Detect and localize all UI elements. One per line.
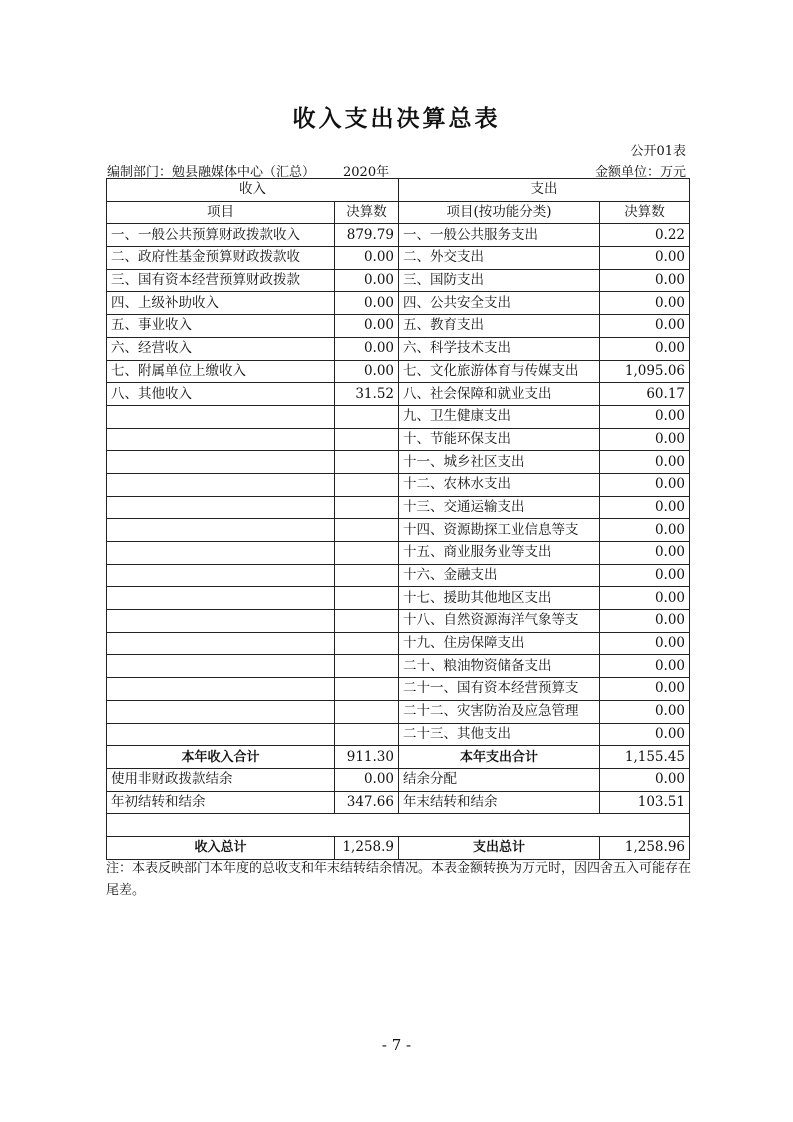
expense-amount-cell: 0.00 bbox=[600, 632, 690, 655]
income-item-cell bbox=[107, 542, 335, 565]
table-row bbox=[107, 655, 690, 678]
income-amount-cell: 0.00 bbox=[335, 360, 399, 383]
income-item-cell: 八、其他收入 bbox=[107, 383, 335, 406]
form-number: 公开01表 bbox=[630, 144, 686, 159]
table-row bbox=[107, 587, 690, 610]
table-row bbox=[107, 610, 690, 633]
income-begin-balance-label: 年初结转和结余 bbox=[107, 791, 335, 814]
expense-item-cell: 六、科学技术支出 bbox=[399, 337, 600, 360]
table-row bbox=[107, 496, 690, 519]
expense-amount-cell: 0.00 bbox=[600, 451, 690, 474]
expense-amount-cell: 0.00 bbox=[600, 269, 690, 292]
income-unused-label: 使用非财政拨款结余 bbox=[107, 768, 335, 791]
department-label: 编制部门：勉县融媒体中心（汇总） bbox=[107, 165, 316, 180]
income-amount-cell bbox=[335, 428, 399, 451]
expense-year-total-value: 1,155.45 bbox=[600, 746, 690, 769]
income-section-header: 收入 bbox=[107, 179, 399, 202]
income-amount-cell: 0.00 bbox=[335, 247, 399, 270]
expense-amount-cell: 0.00 bbox=[600, 337, 690, 360]
income-grand-total-value: 1,258.9 bbox=[335, 836, 399, 859]
income-item-cell bbox=[107, 428, 335, 451]
expense-amount-cell: 0.00 bbox=[600, 542, 690, 565]
table-row bbox=[107, 473, 690, 496]
expense-item-cell: 八、社会保障和就业支出 bbox=[399, 383, 600, 406]
expense-item-cell: 二十一、国有资本经营预算支 bbox=[399, 678, 600, 701]
income-amount-cell: 0.00 bbox=[335, 269, 399, 292]
blank-row bbox=[107, 814, 690, 837]
table-row bbox=[107, 723, 690, 746]
income-amount-cell bbox=[335, 700, 399, 723]
expense-item-cell: 十八、自然资源海洋气象等支 bbox=[399, 610, 600, 633]
income-amount-cell bbox=[335, 655, 399, 678]
income-item-cell: 六、经营收入 bbox=[107, 337, 335, 360]
footnote: 注：本表反映部门本年度的总收支和年末结转结余情况。本表金额转换为万元时，因四舍五入可能存在尾差。 bbox=[106, 861, 692, 898]
income-amount-cell bbox=[335, 473, 399, 496]
table-row bbox=[107, 405, 690, 428]
income-amount-cell: 879.79 bbox=[335, 224, 399, 247]
expense-amount-cell: 0.00 bbox=[600, 473, 690, 496]
expense-amount-cell: 60.17 bbox=[600, 383, 690, 406]
expense-amount-header: 决算数 bbox=[600, 201, 690, 224]
table-row bbox=[107, 678, 690, 701]
income-amount-cell bbox=[335, 542, 399, 565]
income-item-cell: 一、一般公共预算财政拨款收入 bbox=[107, 224, 335, 247]
expense-grand-total-value: 1,258.96 bbox=[600, 836, 690, 859]
expense-grand-total-label: 支出总计 bbox=[399, 836, 600, 859]
income-item-cell bbox=[107, 678, 335, 701]
income-amount-cell bbox=[335, 564, 399, 587]
expense-amount-cell: 0.22 bbox=[600, 224, 690, 247]
table-row bbox=[107, 428, 690, 451]
expense-amount-cell: 0.00 bbox=[600, 723, 690, 746]
unused-balance-row bbox=[107, 768, 690, 791]
income-item-cell bbox=[107, 496, 335, 519]
income-amount-cell bbox=[335, 451, 399, 474]
header-row-columns bbox=[107, 201, 690, 224]
income-item-header: 项目 bbox=[107, 201, 335, 224]
expense-amount-cell: 0.00 bbox=[600, 405, 690, 428]
expense-item-cell: 一、一般公共服务支出 bbox=[399, 224, 600, 247]
income-item-cell bbox=[107, 700, 335, 723]
expense-item-cell: 四、公共安全支出 bbox=[399, 292, 600, 315]
income-item-cell bbox=[107, 632, 335, 655]
income-amount-cell bbox=[335, 405, 399, 428]
expense-item-cell: 十三、交通运输支出 bbox=[399, 496, 600, 519]
expense-item-cell: 二、外交支出 bbox=[399, 247, 600, 270]
income-item-cell: 五、事业收入 bbox=[107, 315, 335, 338]
expense-item-cell: 十七、援助其他地区支出 bbox=[399, 587, 600, 610]
income-grand-total-label: 收入总计 bbox=[107, 836, 335, 859]
table-row bbox=[107, 224, 690, 247]
table-row bbox=[107, 269, 690, 292]
table-row bbox=[107, 519, 690, 542]
expense-item-header: 项目(按功能分类) bbox=[399, 201, 600, 224]
table-row bbox=[107, 292, 690, 315]
expense-amount-cell: 0.00 bbox=[600, 700, 690, 723]
income-item-cell bbox=[107, 405, 335, 428]
income-amount-cell bbox=[335, 723, 399, 746]
expense-item-cell: 二十、粮油物资储备支出 bbox=[399, 655, 600, 678]
expense-item-cell: 五、教育支出 bbox=[399, 315, 600, 338]
income-item-cell bbox=[107, 610, 335, 633]
income-item-cell bbox=[107, 473, 335, 496]
income-amount-cell: 31.52 bbox=[335, 383, 399, 406]
table-row bbox=[107, 315, 690, 338]
expense-amount-cell: 0.00 bbox=[600, 655, 690, 678]
table-row bbox=[107, 700, 690, 723]
expense-amount-cell: 1,095.06 bbox=[600, 360, 690, 383]
income-item-cell: 四、上级补助收入 bbox=[107, 292, 335, 315]
income-amount-cell bbox=[335, 587, 399, 610]
carryover-row bbox=[107, 791, 690, 814]
expense-end-balance-value: 103.51 bbox=[600, 791, 690, 814]
table-row bbox=[107, 542, 690, 565]
expense-allocation-value: 0.00 bbox=[600, 768, 690, 791]
table-row bbox=[107, 632, 690, 655]
expense-item-cell: 十五、商业服务业等支出 bbox=[399, 542, 600, 565]
grand-total-row bbox=[107, 836, 690, 859]
expense-amount-cell: 0.00 bbox=[600, 428, 690, 451]
unit-label: 金额单位：万元 bbox=[594, 165, 686, 180]
expense-item-cell: 九、卫生健康支出 bbox=[399, 405, 600, 428]
expense-amount-cell: 0.00 bbox=[600, 587, 690, 610]
expense-amount-cell: 0.00 bbox=[600, 496, 690, 519]
income-amount-cell bbox=[335, 610, 399, 633]
income-item-cell: 七、附属单位上缴收入 bbox=[107, 360, 335, 383]
expense-item-cell: 十六、金融支出 bbox=[399, 564, 600, 587]
expense-amount-cell: 0.00 bbox=[600, 678, 690, 701]
income-year-total-value: 911.30 bbox=[335, 746, 399, 769]
table-row bbox=[107, 337, 690, 360]
income-item-cell: 二、政府性基金预算财政拨款收 bbox=[107, 247, 335, 270]
expense-item-cell: 十、节能环保支出 bbox=[399, 428, 600, 451]
expense-amount-cell: 0.00 bbox=[600, 292, 690, 315]
expense-amount-cell: 0.00 bbox=[600, 315, 690, 338]
expense-item-cell: 十九、住房保障支出 bbox=[399, 632, 600, 655]
income-item-cell bbox=[107, 451, 335, 474]
header-row-section bbox=[107, 179, 690, 202]
expense-item-cell: 二十二、灾害防治及应急管理 bbox=[399, 700, 600, 723]
expense-year-total-label: 本年支出合计 bbox=[399, 746, 600, 769]
expense-amount-cell: 0.00 bbox=[600, 564, 690, 587]
income-item-cell bbox=[107, 655, 335, 678]
expense-item-cell: 七、文化旅游体育与传媒支出 bbox=[399, 360, 600, 383]
income-unused-value: 0.00 bbox=[335, 768, 399, 791]
table-row bbox=[107, 383, 690, 406]
budget-table bbox=[106, 178, 690, 860]
income-year-total-label: 本年收入合计 bbox=[107, 746, 335, 769]
income-begin-balance-value: 347.66 bbox=[335, 791, 399, 814]
income-amount-cell bbox=[335, 519, 399, 542]
table-row bbox=[107, 360, 690, 383]
expense-amount-cell: 0.00 bbox=[600, 247, 690, 270]
income-amount-cell: 0.00 bbox=[335, 337, 399, 360]
expense-amount-cell: 0.00 bbox=[600, 519, 690, 542]
expense-allocation-label: 结余分配 bbox=[399, 768, 600, 791]
income-amount-cell: 0.00 bbox=[335, 292, 399, 315]
income-item-cell: 三、国有资本经营预算财政拨款 bbox=[107, 269, 335, 292]
income-item-cell bbox=[107, 519, 335, 542]
income-amount-cell bbox=[335, 496, 399, 519]
expense-amount-cell: 0.00 bbox=[600, 610, 690, 633]
income-amount-header: 决算数 bbox=[335, 201, 399, 224]
table-row bbox=[107, 564, 690, 587]
expense-section-header: 支出 bbox=[399, 179, 690, 202]
blank-cell bbox=[107, 814, 690, 837]
income-item-cell bbox=[107, 587, 335, 610]
table-row bbox=[107, 247, 690, 270]
income-amount-cell bbox=[335, 632, 399, 655]
income-item-cell bbox=[107, 723, 335, 746]
income-amount-cell: 0.00 bbox=[335, 315, 399, 338]
income-amount-cell bbox=[335, 678, 399, 701]
expense-item-cell: 十四、资源勘探工业信息等支 bbox=[399, 519, 600, 542]
expense-item-cell: 二十三、其他支出 bbox=[399, 723, 600, 746]
expense-item-cell: 十一、城乡社区支出 bbox=[399, 451, 600, 474]
table-row bbox=[107, 451, 690, 474]
year-total-row bbox=[107, 746, 690, 769]
expense-end-balance-label: 年末结转和结余 bbox=[399, 791, 600, 814]
expense-item-cell: 十二、农林水支出 bbox=[399, 473, 600, 496]
income-item-cell bbox=[107, 564, 335, 587]
page-number: - 7 - bbox=[381, 1036, 412, 1054]
expense-item-cell: 三、国防支出 bbox=[399, 269, 600, 292]
page-title: 收入支出决算总表 bbox=[292, 106, 501, 132]
year-label: 2020年 bbox=[343, 165, 390, 180]
